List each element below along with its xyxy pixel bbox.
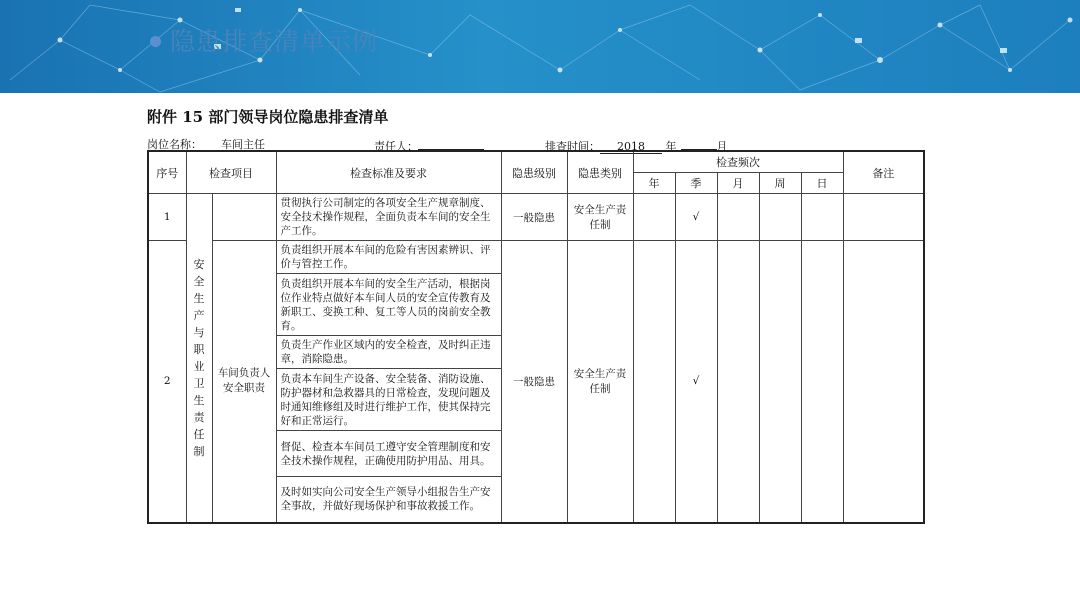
item-group — [186, 194, 212, 523]
row2-week — [759, 241, 801, 523]
header-freq-season: 季 — [675, 173, 717, 194]
row1-level: 一般隐患 — [501, 194, 567, 241]
row2-season: √ — [675, 241, 717, 523]
row2-day — [801, 241, 843, 523]
header-remark: 备注 — [843, 151, 924, 194]
post-label: 岗位名称： — [147, 138, 202, 151]
header-level: 隐患级别 — [501, 151, 567, 194]
row2-level: 一般隐患 — [501, 241, 567, 523]
network-pattern — [0, 0, 1080, 93]
row2-standard: 督促、检查本车间员工遵守安全管理制度和安全技术操作规程，正确使用防护用品、用具。 — [276, 431, 501, 477]
table-row — [148, 241, 924, 274]
header-freq-year: 年 — [633, 173, 675, 194]
row1-day — [801, 194, 843, 241]
owner-label: 责任人： — [374, 140, 418, 153]
row2-standard: 负责生产作业区域内的安全检查，及时纠正违章，消除隐患。 — [276, 336, 501, 369]
row2-standard: 负责组织开展本车间的安全生产活动，根据岗位作业特点做好本车间人员的安全宣传教育及新职工、变换工种、复工等人员的岗前安全教育。 — [276, 274, 501, 336]
header-row — [148, 151, 924, 173]
title-bullet — [150, 36, 161, 47]
row1-week — [759, 194, 801, 241]
item-group-text: 安 全 生 产 与 职 业 卫 生 责 任 制 — [193, 257, 205, 458]
row1-standard: 贯彻执行公司制定的各项安全生产规章制度、安全技术操作规程，全面负责本车间的安全生产工作。 — [276, 194, 501, 241]
table-row — [148, 194, 924, 241]
row2-standard: 负责本车间生产设备、安全装备、消防设施、防护器材和急救器具的日常检查，发现问题及时通知维修组及时进行维护工作，使其保持完好和正常运行。 — [276, 369, 501, 431]
time-label: 排查时间： — [545, 140, 600, 153]
row2-standard: 及时如实向公司安全生产领导小组报告生产安全事故，并做好现场保护和事故救援工作。 — [276, 477, 501, 523]
post-value: 车间主任 — [202, 138, 284, 152]
header-standard: 检查标准及要求 — [276, 151, 501, 194]
row2-category: 安全生产责任制 — [567, 241, 633, 523]
row1-remark — [843, 194, 924, 241]
slide-title: 隐患排查清单示例 — [170, 27, 379, 56]
row1-category: 安全生产责任制 — [567, 194, 633, 241]
owner-value — [418, 136, 484, 150]
header-freq-day: 日 — [801, 173, 843, 194]
month-value — [681, 136, 717, 150]
row1-season: √ — [675, 194, 717, 241]
row1-subitem — [212, 194, 276, 241]
row2-standard: 负责组织开展本车间的危险有害因素辨识、评价与管控工作。 — [276, 241, 501, 274]
header-freq-month: 月 — [717, 173, 759, 194]
row2-seq: 2 — [148, 241, 186, 523]
header-item: 检查项目 — [186, 151, 276, 194]
header-banner — [0, 0, 1080, 93]
document-title: 附件 15 部门领导岗位隐患排查清单 — [147, 108, 389, 126]
row1-year — [633, 194, 675, 241]
inspection-table — [147, 150, 925, 524]
header-category: 隐患类别 — [567, 151, 633, 194]
row2-month — [717, 241, 759, 523]
header-seq: 序号 — [148, 151, 186, 194]
header-frequency: 检查频次 — [633, 151, 843, 173]
row2-subitem: 车间负责人安全职责 — [212, 241, 276, 523]
row1-month — [717, 194, 759, 241]
row2-remark — [843, 241, 924, 523]
row2-year — [633, 241, 675, 523]
row1-seq: 1 — [148, 194, 186, 241]
year-unit: 年 — [665, 140, 677, 153]
month-unit: 月 — [716, 140, 728, 153]
year-value: 2018 — [600, 140, 662, 154]
header-freq-week: 周 — [759, 173, 801, 194]
